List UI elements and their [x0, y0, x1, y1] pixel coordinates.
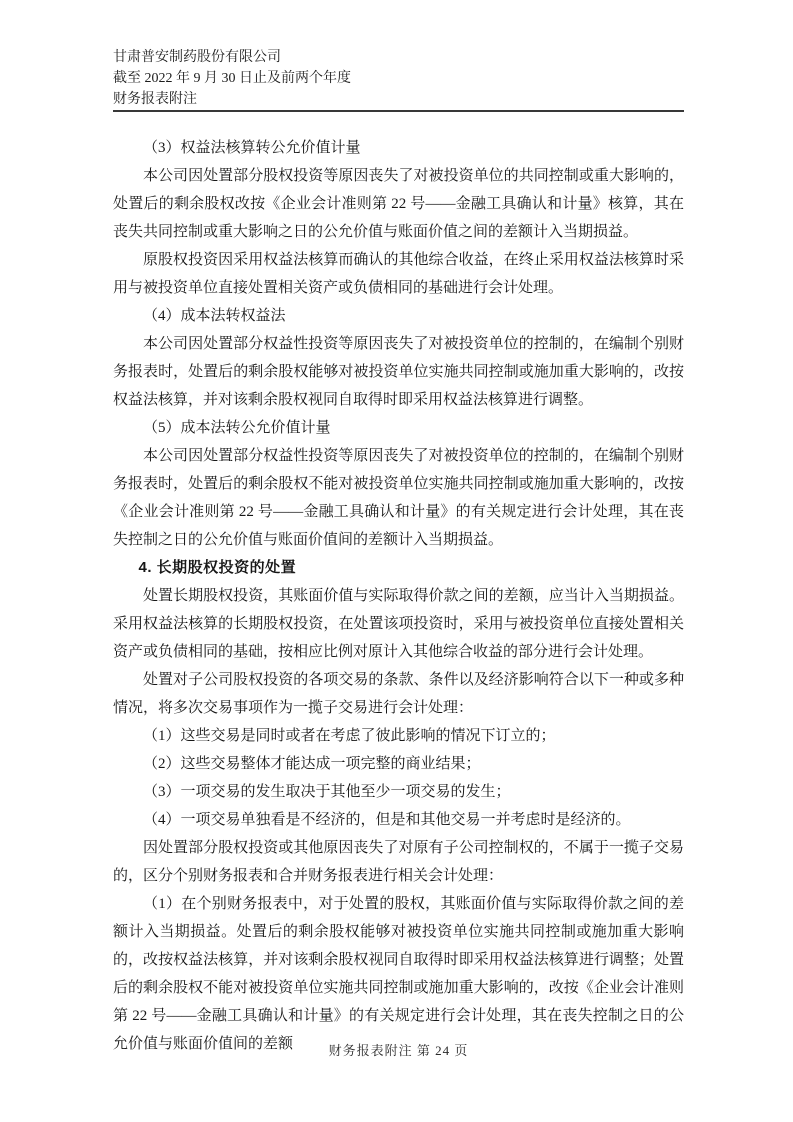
- company-name: 甘肃普安制药股份有限公司: [113, 50, 281, 65]
- paragraph: （4）成本法转权益法: [143, 308, 286, 324]
- paragraph: 本公司因处置部分股权投资等原因丧失了对被投资单位的共同控制或重大影响的，处置后的剩余股权改按《企业会计准则第 22 号——金融工具确认和计量》核算，其在丧失共同控制或重大影响之日的公允价值与账面价值之间的差额计入当期损益。: [113, 168, 684, 240]
- page-header: [113, 47, 684, 110]
- paragraph: （4）一项交易单独看是不经济的，但是和其他交易一并考虑时是经济的。: [143, 812, 631, 828]
- paragraph: （5）成本法转公允价值计量: [143, 420, 331, 436]
- report-period: 截至 2022 年 9 月 30 日止及前两个年度: [113, 71, 351, 86]
- section-heading: 4. 长期股权投资的处置: [138, 559, 297, 576]
- paragraph: （1）在个别财务报表中，对于处置的股权，其账面价值与实际取得价款之间的差额计入当期损益。处置后的剩余股权能够对被投资单位实施共同控制或施加重大影响的，改按权益法核算，并对该剩余股权视同自取得时即采用权益法核算进行调整；处置后的剩余股权不能对被投资单位实施共同控制或施加重大影响的，改按《企业会计准则第 22 号——金融工具确认和计量》的有关规定进行会计处理，其在丧失控制之日的公允价值与账面价值间的差额: [113, 896, 684, 1052]
- paragraph: 处置长期股权投资，其账面价值与实际取得价款之间的差额，应当计入当期损益。采用权益法核算的长期股权投资，在处置该项投资时，采用与被投资单位直接处置相关资产或负债相同的基础，按相应比例对原计入其他综合收益的部分进行会计处理。: [113, 588, 684, 660]
- paragraph: 本公司因处置部分权益性投资等原因丧失了对被投资单位的控制的，在编制个别财务报表时，处置后的剩余股权不能对被投资单位实施共同控制或施加重大影响的，改按《企业会计准则第 22 号——金融工具确认和计量》的有关规定进行会计处理，其在丧失控制之日的公允价值与账面价值间的差额计入当期损益。: [113, 448, 684, 548]
- paragraph: （3）权益法核算转公允价值计量: [143, 140, 361, 156]
- paragraph: 因处置部分股权投资或其他原因丧失了对原有子公司控制权的，不属于一揽子交易的，区分个别财务报表和合并财务报表进行相关会计处理：: [113, 840, 684, 884]
- paragraph: （1）这些交易是同时或者在考虑了彼此影响的情况下订立的；: [143, 728, 556, 744]
- doc-title: 财务报表附注: [113, 92, 197, 107]
- header-divider: [113, 110, 684, 112]
- paragraph: 原股权投资因采用权益法核算而确认的其他综合收益，在终止采用权益法核算时采用与被投资单位直接处置相关资产或负债相同的基础进行会计处理。: [113, 252, 684, 296]
- page-footer: [113, 1040, 684, 1059]
- paragraph: （2）这些交易整体才能达成一项完整的商业结果；: [143, 756, 481, 772]
- paragraph: 本公司因处置部分权益性投资等原因丧失了对被投资单位的控制的，在编制个别财务报表时，处置后的剩余股权能够对被投资单位实施共同控制或施加重大影响的，改按权益法核算，并对该剩余股权视同自取得时即采用权益法核算进行调整。: [113, 336, 684, 408]
- paragraph: 处置对子公司股权投资的各项交易的条款、条件以及经济影响符合以下一种或多种情况，将多次交易事项作为一揽子交易进行会计处理：: [113, 672, 684, 716]
- document-body: [113, 134, 684, 1058]
- paragraph: （3）一项交易的发生取决于其他至少一项交易的发生；: [143, 784, 511, 800]
- footer-page-label: 财务报表附注 第 24 页: [328, 1043, 469, 1058]
